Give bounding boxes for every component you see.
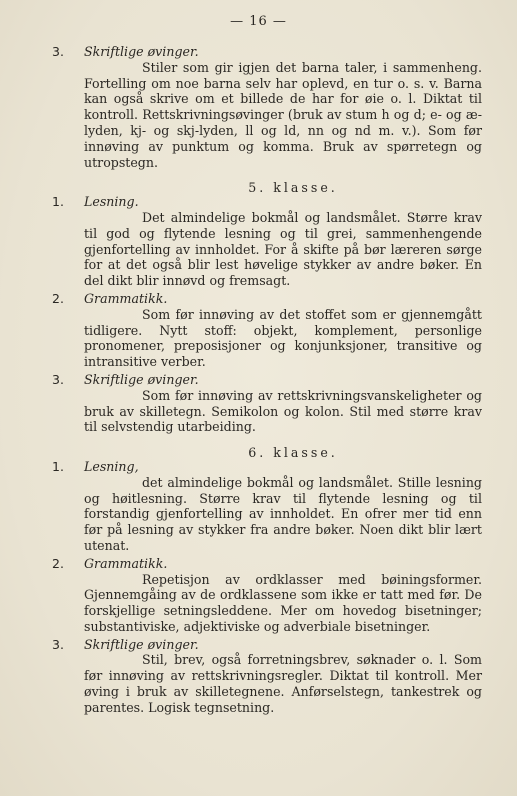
item-heading: Lesning. bbox=[84, 194, 139, 210]
item-heading: Lesning, bbox=[84, 458, 139, 474]
item-number: 1. bbox=[52, 194, 64, 210]
item-text: det almindelige bokmål og landsmålet. Stille lesning og høitlesning. Større krav til flytende lesning og til forstandig gjenfortelling av innholdet. En ofrer mer tid enn før på lesning av stykker fra andre bøker. Noen dikt blir lært utenat. bbox=[84, 474, 482, 553]
item-text: Som før innøving av det stoffet som er gjennemgått tidligere. Nytt stoff: objekt, komplement, personlige pronomener, preposisjoner og konjunksjoner, transitive og intransitive verber. bbox=[84, 306, 482, 370]
item-heading: Skriftlige øvinger. bbox=[84, 636, 199, 652]
class5-grammatikk bbox=[52, 290, 482, 370]
class-6-heading: 6. klasse. bbox=[248, 445, 338, 461]
item-text: Stiler som gir igjen det barna taler, i sammenheng. Fortelling om noe barna selv har oplevd, en tur o. s. v. Barna kan også skrive om et billede de har for øie o. l. Diktat til kontroll. Rettskrivningsøvinger (bruk av stum h og d; e- og æ-lyden, kj- og skj-lyden, ll og ld, nn og nd m. v.). Som før innøving av punktum og komma. Bruk av spørretegn og utropstegn. bbox=[84, 59, 482, 170]
item-text: Repetisjon av ordklasser med bøiningsformer. Gjennemgåing av de ordklassene som ikke er tatt med før. De forskjellige setningsleddene. Mer om hovedog bisetninger; substantiviske, adjektiviske og adverbiale bisetninger. bbox=[84, 571, 482, 634]
class5-skriftlige-ovinger bbox=[52, 371, 482, 435]
item-number: 2. bbox=[52, 290, 64, 306]
section-skriftlige-ovinger-4 bbox=[52, 44, 482, 170]
item-heading: Skriftlige øvinger. bbox=[84, 44, 199, 59]
class-5-heading: 5. klasse. bbox=[248, 180, 338, 196]
class5-lesning bbox=[52, 194, 482, 289]
item-heading: Grammatikk. bbox=[84, 555, 168, 571]
item-number: 3. bbox=[52, 636, 64, 652]
page-number: — 16 — bbox=[230, 14, 287, 29]
item-number: 3. bbox=[52, 44, 64, 59]
item-heading: Grammatikk. bbox=[84, 290, 168, 306]
item-number: 2. bbox=[52, 555, 64, 571]
item-heading: Skriftlige øvinger. bbox=[84, 371, 199, 387]
item-text: Det almindelige bokmål og landsmålet. Større krav til god og flytende lesning og til grei, sammenhengende gjenfortelling av innholdet. For å skifte på bør læreren sørge for at det også blir lest høvelige stykker av andre bøker. En del dikt blir innøvd og fremsagt. bbox=[84, 209, 482, 289]
item-text: Stil, brev, også forretningsbrev, søknader o. l. Som før innøving av rettskrivningsregler. Diktat til kontroll. Mer øving i bruk av skilletegnene. Anførselstegn, tankestrek og parentes. Logisk tegnsetning. bbox=[84, 652, 482, 715]
class6-grammatikk bbox=[52, 555, 482, 635]
item-text: Som før innøving av rettskrivningsvanskeligheter og bruk av skilletegn. Semikolon og kolon. Stil med større krav til selvstendig utarbeiding. bbox=[84, 387, 482, 435]
class6-skriftlige-ovinger bbox=[52, 636, 482, 716]
page-content bbox=[52, 44, 482, 716]
class6-lesning bbox=[52, 458, 482, 554]
item-number: 3. bbox=[52, 371, 64, 387]
item-number: 1. bbox=[52, 458, 64, 474]
